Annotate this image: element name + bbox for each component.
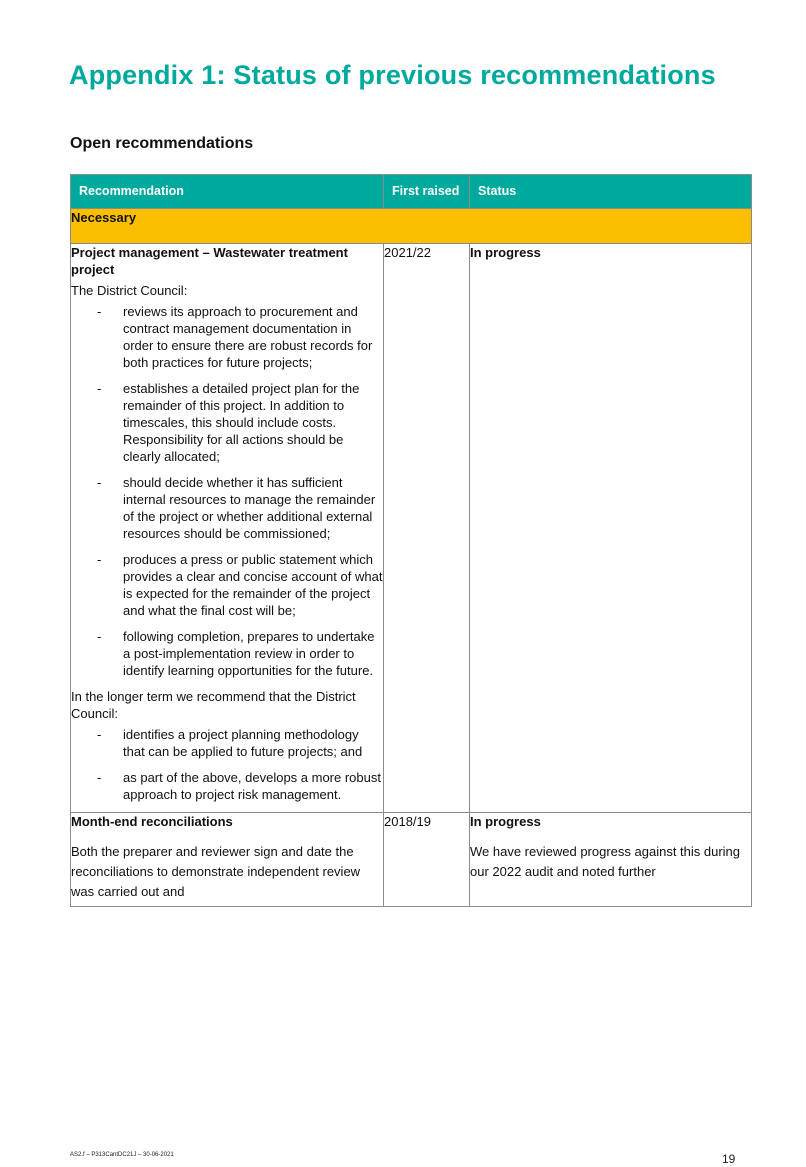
list-item: [71, 380, 383, 465]
table-row: [71, 244, 752, 813]
header-recommendation: Recommendation: [71, 175, 384, 209]
list-item: [71, 474, 383, 542]
dash-marker: -: [97, 381, 102, 396]
list-item: [71, 628, 383, 679]
recommendation-cell: [71, 813, 384, 907]
recommendations-table: [70, 174, 752, 907]
dash-marker: -: [97, 629, 102, 644]
status-cell: [470, 244, 752, 813]
status-detail: We have reviewed progress against this during our 2022 audit and noted further: [470, 844, 741, 879]
list-item: [71, 303, 383, 371]
list-item: [71, 769, 383, 803]
header-first-raised: First raised: [384, 175, 470, 209]
list-item-text: produces a press or public statement which provides a clear and concise account of what is expected for the remainder of the project and what the final cost will be;: [123, 552, 383, 618]
status-label: In progress: [470, 814, 541, 829]
footer-reference: AS2.f – P313CantDC21J – 30-06-2021: [70, 1152, 174, 1158]
recommendation-intro-longer-term: In the longer term we recommend that the District Council:: [71, 689, 356, 721]
list-item-text: as part of the above, develops a more robust approach to project risk management.: [123, 770, 381, 802]
dash-marker: -: [97, 304, 102, 319]
section-heading: Open recommendations: [70, 135, 254, 152]
recommendation-intro: The District Council:: [71, 283, 188, 298]
dash-marker: -: [97, 770, 102, 785]
list-item: [71, 726, 383, 760]
status-label: In progress: [470, 245, 541, 260]
page-number: 19: [722, 1152, 736, 1166]
status-cell: [470, 813, 752, 907]
list-item-text: reviews its approach to procurement and contract management documentation in order to ensure there are robust records for both practices for future projects;: [123, 304, 373, 370]
recommendation-cell: [71, 244, 384, 813]
dash-marker: -: [97, 475, 102, 490]
recommendation-title: Project management – Wastewater treatment project: [71, 245, 348, 277]
first-raised-cell: 2018/19: [384, 813, 470, 907]
dash-marker: -: [97, 727, 102, 742]
recommendation-title: Month-end reconciliations: [71, 814, 233, 829]
recommendation-list: [71, 303, 383, 679]
list-item-text: identifies a project planning methodology that can be applied to future projects; and: [123, 727, 363, 759]
list-item-text: following completion, prepares to undertake a post-implementation review in order to identify learning opportunities for the future.: [123, 629, 375, 678]
table-row: [71, 813, 752, 907]
table-header-row: [71, 175, 752, 209]
dash-marker: -: [97, 552, 102, 567]
category-label: Necessary: [71, 209, 752, 244]
list-item: [71, 551, 383, 619]
header-status: Status: [470, 175, 752, 209]
recommendation-body: Both the preparer and reviewer sign and date the reconciliations to demonstrate independent review was carried out and: [71, 844, 361, 899]
recommendation-list-longer-term: [71, 726, 383, 803]
page-title: Appendix 1: Status of previous recommendations: [69, 60, 716, 90]
category-row: [71, 209, 752, 244]
list-item-text: establishes a detailed project plan for the remainder of this project. In addition to timescales, this should include costs. Responsibility for all actions should be clearly allocated;: [123, 381, 360, 464]
list-item-text: should decide whether it has sufficient internal resources to manage the remainder of the project or whether additional external resources should be commissioned;: [123, 475, 376, 541]
first-raised-cell: 2021/22: [384, 244, 470, 813]
